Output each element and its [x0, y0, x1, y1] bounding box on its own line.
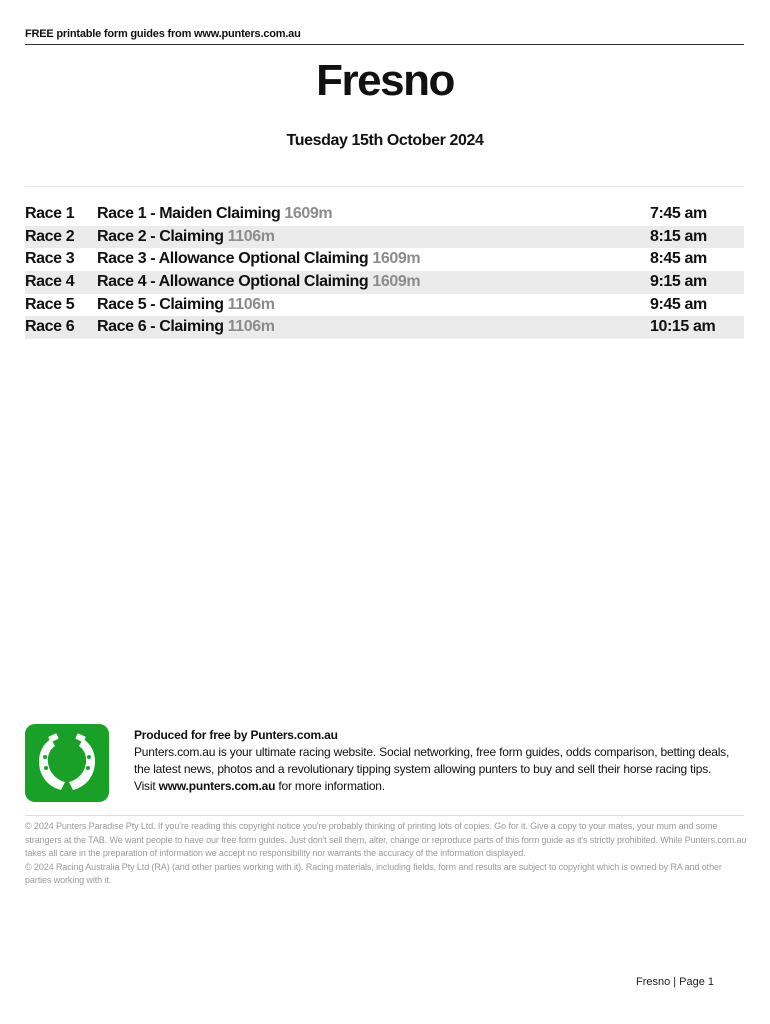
race-name: Race 3 - Allowance Optional Claiming: [97, 250, 369, 268]
race-distance: 1609m: [284, 205, 333, 222]
race-time: 9:45 am: [650, 295, 707, 313]
race-time: 8:45 am: [650, 250, 707, 268]
page-title: Fresno: [316, 56, 454, 105]
race-name: Race 1 - Maiden Claiming: [97, 205, 281, 222]
footer-separator: |: [673, 976, 677, 988]
race-name: Race 2 - Claiming: [97, 227, 224, 245]
race-distance: 1106m: [227, 227, 275, 245]
race-row: [25, 316, 744, 339]
page-footer: [636, 976, 714, 988]
race-row: [25, 294, 744, 317]
race-list: [25, 203, 744, 339]
punters-logo: [25, 724, 109, 802]
race-number: Race 2: [25, 227, 75, 245]
produced-heading: Produced for free by Punters.com.au: [134, 728, 338, 742]
race-time: 7:45 am: [650, 205, 707, 222]
race-time: 8:15 am: [650, 227, 707, 245]
race-date: Tuesday 15th October 2024: [286, 132, 484, 149]
race-number: Race 1: [25, 205, 75, 222]
race-row: [25, 248, 744, 271]
race-name-cell: [97, 226, 650, 249]
race-number: Race 4: [25, 273, 75, 291]
race-time: 10:15 am: [650, 318, 716, 336]
produced-body: Punters.com.au is your ultimate racing website. Social networking, free form guides, odds comparison, betting deals, the latest news, photos and a revolutionary tipping system allowing punters to buy and sell their horse racing tips.: [134, 745, 730, 776]
race-distance: 1106m: [227, 318, 275, 336]
race-row: [25, 203, 744, 226]
race-name-cell: [97, 271, 650, 294]
footer-page: Page 1: [679, 976, 714, 988]
race-name: Race 6 - Claiming: [97, 318, 224, 336]
divider: [25, 186, 744, 187]
race-name-cell: [97, 248, 650, 271]
race-name: Race 4 - Allowance Optional Claiming: [97, 273, 369, 291]
race-name-cell: [97, 316, 650, 339]
punters-link[interactable]: www.punters.com.au: [158, 779, 276, 793]
visit-suffix: for more information.: [278, 779, 385, 793]
race-name-cell: [97, 203, 650, 226]
divider: [25, 815, 744, 816]
race-number: Race 6: [25, 318, 75, 336]
produced-visit: [134, 778, 746, 795]
race-distance: 1106m: [227, 295, 275, 313]
race-name: Race 5 - Claiming: [97, 295, 224, 313]
race-distance: 1609m: [372, 250, 421, 268]
page-top-text: FREE printable form guides from www.punters.com.au: [25, 28, 744, 45]
visit-prefix: Visit: [134, 779, 156, 793]
race-row: [25, 226, 744, 249]
horseshoe-icon: [25, 724, 109, 802]
race-distance: 1609m: [372, 273, 421, 291]
copyright-racing-australia: © 2024 Racing Australia Pty Ltd (RA) (and other parties working with it). Racing materials, including fields, form and results are subject to copyright which is owned by RA and other parties working with it.: [25, 861, 722, 886]
race-number: Race 3: [25, 250, 75, 268]
race-number: Race 5: [25, 295, 75, 313]
footer-venue: Fresno: [636, 976, 671, 988]
produced-by-section: [134, 727, 746, 795]
race-name-cell: [97, 294, 650, 317]
race-row: [25, 271, 744, 294]
copyright-punters: © 2024 Punters Paradise Pty Ltd. If you're reading this copyright notice you're probably thinking of printing lots of copies. Go for it. Give a copy to your mates, your mum and some strangers at the TAB. We want people to have our free form guides. Just don't sell them, alter, change or reproduce parts of this form guide as it's strictly prohibited. While Punters.com.au takes all care in the preparation of information we accept no responsibility nor warrants the accuracy of the information displayed.: [25, 821, 747, 859]
race-time: 9:15 am: [650, 273, 707, 291]
fine-print: [25, 820, 747, 888]
